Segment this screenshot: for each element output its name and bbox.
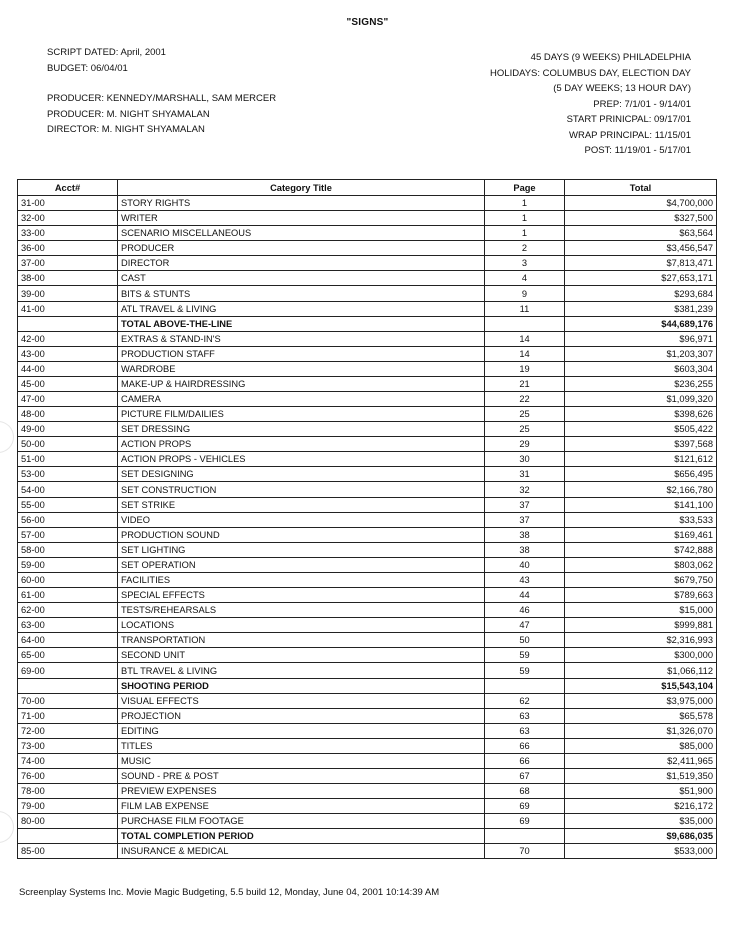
total-cell: $1,203,307 (565, 346, 717, 361)
table-row (18, 407, 717, 422)
category-cell: INSURANCE & MEDICAL (118, 844, 485, 859)
category-cell: VIDEO (118, 512, 485, 527)
table-row (18, 618, 717, 633)
budget-table (17, 179, 717, 859)
total-cell: $1,326,070 (565, 723, 717, 738)
budget-date: BUDGET: 06/04/01 (47, 62, 128, 74)
category-cell: SHOOTING PERIOD (118, 678, 485, 693)
total-cell: $15,543,104 (565, 678, 717, 693)
total-cell: $27,653,171 (565, 271, 717, 286)
acct-cell: 65-00 (18, 648, 118, 663)
total-cell: $398,626 (565, 407, 717, 422)
acct-cell: 55-00 (18, 497, 118, 512)
page-cell: 37 (485, 512, 565, 527)
table-row (18, 784, 717, 799)
category-cell: SET DRESSING (118, 422, 485, 437)
total-cell: $3,456,547 (565, 241, 717, 256)
table-row (18, 437, 717, 452)
total-cell: $803,062 (565, 557, 717, 572)
table-row (18, 376, 717, 391)
total-cell: $742,888 (565, 542, 717, 557)
budget-table-body (18, 196, 717, 859)
script-dated: SCRIPT DATED: April, 2001 (47, 47, 166, 58)
acct-cell: 79-00 (18, 799, 118, 814)
total-cell: $85,000 (565, 738, 717, 753)
total-cell: $397,568 (565, 437, 717, 452)
category-cell: TESTS/REHEARSALS (118, 603, 485, 618)
table-row (18, 588, 717, 603)
category-cell: SET CONSTRUCTION (118, 482, 485, 497)
total-cell: $35,000 (565, 814, 717, 829)
total-cell: $293,684 (565, 286, 717, 301)
page-cell (485, 316, 565, 331)
footer-text: Screenplay Systems Inc. Movie Magic Budgeting, 5.5 build 12, Monday, June 04, 2001 10:14:39 AM (19, 887, 440, 898)
acct-cell: 60-00 (18, 572, 118, 587)
acct-cell: 62-00 (18, 603, 118, 618)
category-cell: MAKE-UP & HAIRDRESSING (118, 376, 485, 391)
total-cell: $1,099,320 (565, 392, 717, 407)
acct-cell: 32-00 (18, 211, 118, 226)
total-cell: $327,500 (565, 211, 717, 226)
category-cell: ACTION PROPS - VEHICLES (118, 452, 485, 467)
table-row (18, 211, 717, 226)
acct-cell: 54-00 (18, 482, 118, 497)
acct-cell: 41-00 (18, 301, 118, 316)
acct-cell: 85-00 (18, 844, 118, 859)
acct-cell: 49-00 (18, 422, 118, 437)
total-cell: $2,411,965 (565, 753, 717, 768)
acct-cell: 73-00 (18, 738, 118, 753)
total-cell: $9,686,035 (565, 829, 717, 844)
page-cell (485, 678, 565, 693)
category-cell: TOTAL ABOVE-THE-LINE (118, 316, 485, 331)
start-principal: START PRINICPAL: 09/17/01 (566, 114, 691, 125)
page-cell: 69 (485, 799, 565, 814)
post-dates: POST: 11/19/01 - 5/17/01 (584, 145, 691, 156)
category-cell: TRANSPORTATION (118, 633, 485, 648)
total-cell: $7,813,471 (565, 256, 717, 271)
category-cell: EXTRAS & STAND-IN'S (118, 331, 485, 346)
page-cell: 21 (485, 376, 565, 391)
table-row (18, 723, 717, 738)
table-row (18, 557, 717, 572)
page-cell: 43 (485, 572, 565, 587)
category-cell: SET DESIGNING (118, 467, 485, 482)
total-cell: $4,700,000 (565, 196, 717, 211)
page-cell: 25 (485, 407, 565, 422)
category-cell: WARDROBE (118, 361, 485, 376)
acct-cell: 69-00 (18, 663, 118, 678)
category-cell: CAST (118, 271, 485, 286)
header-right (490, 50, 691, 159)
table-row (18, 271, 717, 286)
category-cell: PICTURE FILM/DAILIES (118, 407, 485, 422)
table-row (18, 346, 717, 361)
page-cell: 14 (485, 331, 565, 346)
wrap-principal: WRAP PRINCIPAL: 11/15/01 (569, 129, 691, 141)
category-cell: TITLES (118, 738, 485, 753)
acct-cell: 45-00 (18, 376, 118, 391)
table-row (18, 542, 717, 557)
acct-cell: 36-00 (18, 241, 118, 256)
table-row (18, 392, 717, 407)
category-cell: SOUND - PRE & POST (118, 768, 485, 783)
page-cell: 37 (485, 497, 565, 512)
shoot-days: 45 DAYS (9 WEEKS) PHILADELPHIA (530, 52, 691, 63)
acct-cell: 78-00 (18, 784, 118, 799)
page-cell: 38 (485, 542, 565, 557)
acct-cell: 56-00 (18, 512, 118, 527)
page-cell: 2 (485, 241, 565, 256)
subtotal-row (18, 829, 717, 844)
acct-cell: 47-00 (18, 392, 118, 407)
table-row (18, 663, 717, 678)
category-cell: EDITING (118, 723, 485, 738)
category-cell: VISUAL EFFECTS (118, 693, 485, 708)
table-row (18, 226, 717, 241)
page-cell: 50 (485, 633, 565, 648)
page-cell: 44 (485, 588, 565, 603)
table-row (18, 241, 717, 256)
category-cell: BITS & STUNTS (118, 286, 485, 301)
table-row (18, 603, 717, 618)
category-cell: DIRECTOR (118, 256, 485, 271)
page-cell: 3 (485, 256, 565, 271)
page-cell: 46 (485, 603, 565, 618)
acct-cell: 74-00 (18, 753, 118, 768)
total-cell: $141,100 (565, 497, 717, 512)
category-cell: PROJECTION (118, 708, 485, 723)
category-cell: PRODUCTION SOUND (118, 527, 485, 542)
director-line: DIRECTOR: M. NIGHT SHYAMALAN (47, 124, 205, 135)
category-cell: SCENARIO MISCELLANEOUS (118, 226, 485, 241)
punch-hole (0, 811, 14, 843)
table-row (18, 814, 717, 829)
acct-cell: 71-00 (18, 708, 118, 723)
page-cell (485, 829, 565, 844)
total-cell: $169,461 (565, 527, 717, 542)
page-cell: 9 (485, 286, 565, 301)
table-row (18, 331, 717, 346)
category-cell: STORY RIGHTS (118, 196, 485, 211)
acct-cell (18, 678, 118, 693)
page-cell: 19 (485, 361, 565, 376)
page-cell: 1 (485, 196, 565, 211)
acct-cell: 59-00 (18, 557, 118, 572)
total-cell: $3,975,000 (565, 693, 717, 708)
category-cell: SET STRIKE (118, 497, 485, 512)
total-cell: $2,316,993 (565, 633, 717, 648)
prep-dates: PREP: 7/1/01 - 9/14/01 (593, 98, 691, 110)
total-cell: $300,000 (565, 648, 717, 663)
acct-cell (18, 829, 118, 844)
category-cell: SET OPERATION (118, 557, 485, 572)
category-cell: ACTION PROPS (118, 437, 485, 452)
column-header-page: Page (485, 180, 565, 196)
total-cell: $65,578 (565, 708, 717, 723)
total-cell: $33,533 (565, 512, 717, 527)
page-cell: 62 (485, 693, 565, 708)
page-cell: 63 (485, 723, 565, 738)
table-row (18, 361, 717, 376)
table-header-row (18, 180, 717, 196)
acct-cell: 80-00 (18, 814, 118, 829)
category-cell: FILM LAB EXPENSE (118, 799, 485, 814)
table-row (18, 196, 717, 211)
acct-cell: 64-00 (18, 633, 118, 648)
page-cell: 25 (485, 422, 565, 437)
total-cell: $121,612 (565, 452, 717, 467)
category-cell: MUSIC (118, 753, 485, 768)
total-cell: $51,900 (565, 784, 717, 799)
acct-cell: 51-00 (18, 452, 118, 467)
acct-cell: 43-00 (18, 346, 118, 361)
subtotal-row (18, 678, 717, 693)
table-row (18, 648, 717, 663)
table-row (18, 753, 717, 768)
page-cell: 4 (485, 271, 565, 286)
category-cell: WRITER (118, 211, 485, 226)
total-cell: $533,000 (565, 844, 717, 859)
table-row (18, 799, 717, 814)
page-cell: 66 (485, 753, 565, 768)
table-row (18, 422, 717, 437)
page-cell: 14 (485, 346, 565, 361)
category-cell: SET LIGHTING (118, 542, 485, 557)
page-cell: 69 (485, 814, 565, 829)
document-title: "SIGNS" (346, 17, 389, 28)
total-cell: $679,750 (565, 572, 717, 587)
subtotal-row (18, 316, 717, 331)
week-schedule: (5 DAY WEEKS; 13 HOUR DAY) (553, 83, 691, 94)
acct-cell: 50-00 (18, 437, 118, 452)
producer-line-1: PRODUCER: KENNEDY/MARSHALL, SAM MERCER (47, 93, 277, 104)
acct-cell: 37-00 (18, 256, 118, 271)
page-cell: 47 (485, 618, 565, 633)
page-cell: 32 (485, 482, 565, 497)
table-row (18, 512, 717, 527)
table-row (18, 708, 717, 723)
total-cell: $381,239 (565, 301, 717, 316)
acct-cell: 42-00 (18, 331, 118, 346)
total-cell: $1,519,350 (565, 768, 717, 783)
page-cell: 30 (485, 452, 565, 467)
category-cell: FACILITIES (118, 572, 485, 587)
page-cell: 1 (485, 226, 565, 241)
total-cell: $603,304 (565, 361, 717, 376)
table-row (18, 844, 717, 859)
producer-line-2: PRODUCER: M. NIGHT SHYAMALAN (47, 108, 210, 120)
table-row (18, 301, 717, 316)
acct-cell: 33-00 (18, 226, 118, 241)
total-cell: $44,689,176 (565, 316, 717, 331)
acct-cell: 61-00 (18, 588, 118, 603)
total-cell: $216,172 (565, 799, 717, 814)
table-row (18, 467, 717, 482)
column-header-category: Category Title (118, 180, 485, 196)
page-cell: 70 (485, 844, 565, 859)
total-cell: $999,881 (565, 618, 717, 633)
punch-hole (0, 421, 14, 453)
total-cell: $789,663 (565, 588, 717, 603)
page-cell: 66 (485, 738, 565, 753)
page-cell: 38 (485, 527, 565, 542)
page-cell: 11 (485, 301, 565, 316)
acct-cell: 70-00 (18, 693, 118, 708)
acct-cell: 57-00 (18, 527, 118, 542)
column-header-total: Total (565, 180, 717, 196)
table-row (18, 768, 717, 783)
table-row (18, 572, 717, 587)
page-cell: 63 (485, 708, 565, 723)
category-cell: ATL TRAVEL & LIVING (118, 301, 485, 316)
category-cell: CAMERA (118, 392, 485, 407)
total-cell: $63,564 (565, 226, 717, 241)
table-row (18, 693, 717, 708)
total-cell: $656,495 (565, 467, 717, 482)
acct-cell: 53-00 (18, 467, 118, 482)
table-row (18, 497, 717, 512)
table-row (18, 286, 717, 301)
acct-cell: 31-00 (18, 196, 118, 211)
category-cell: PURCHASE FILM FOOTAGE (118, 814, 485, 829)
total-cell: $2,166,780 (565, 482, 717, 497)
acct-cell: 72-00 (18, 723, 118, 738)
acct-cell: 39-00 (18, 286, 118, 301)
total-cell: $1,066,112 (565, 663, 717, 678)
page-cell: 31 (485, 467, 565, 482)
page-cell: 22 (485, 392, 565, 407)
table-row (18, 633, 717, 648)
category-cell: PRODUCTION STAFF (118, 346, 485, 361)
category-cell: LOCATIONS (118, 618, 485, 633)
total-cell: $505,422 (565, 422, 717, 437)
holidays: HOLIDAYS: COLUMBUS DAY, ELECTION DAY (490, 67, 691, 79)
total-cell: $15,000 (565, 603, 717, 618)
page-cell: 67 (485, 768, 565, 783)
category-cell: BTL TRAVEL & LIVING (118, 663, 485, 678)
page-cell: 40 (485, 557, 565, 572)
page-cell: 68 (485, 784, 565, 799)
table-row (18, 738, 717, 753)
acct-cell: 44-00 (18, 361, 118, 376)
table-row (18, 256, 717, 271)
table-row (18, 452, 717, 467)
page-cell: 59 (485, 663, 565, 678)
page-cell: 29 (485, 437, 565, 452)
category-cell: PRODUCER (118, 241, 485, 256)
column-header-acct: Acct# (18, 180, 118, 196)
total-cell: $96,971 (565, 331, 717, 346)
total-cell: $236,255 (565, 376, 717, 391)
acct-cell: 58-00 (18, 542, 118, 557)
table-row (18, 527, 717, 542)
header-left (47, 45, 276, 138)
page-cell: 59 (485, 648, 565, 663)
category-cell: SPECIAL EFFECTS (118, 588, 485, 603)
category-cell: TOTAL COMPLETION PERIOD (118, 829, 485, 844)
acct-cell: 48-00 (18, 407, 118, 422)
acct-cell (18, 316, 118, 331)
page-cell: 1 (485, 211, 565, 226)
category-cell: PREVIEW EXPENSES (118, 784, 485, 799)
category-cell: SECOND UNIT (118, 648, 485, 663)
acct-cell: 63-00 (18, 618, 118, 633)
acct-cell: 38-00 (18, 271, 118, 286)
acct-cell: 76-00 (18, 768, 118, 783)
table-row (18, 482, 717, 497)
